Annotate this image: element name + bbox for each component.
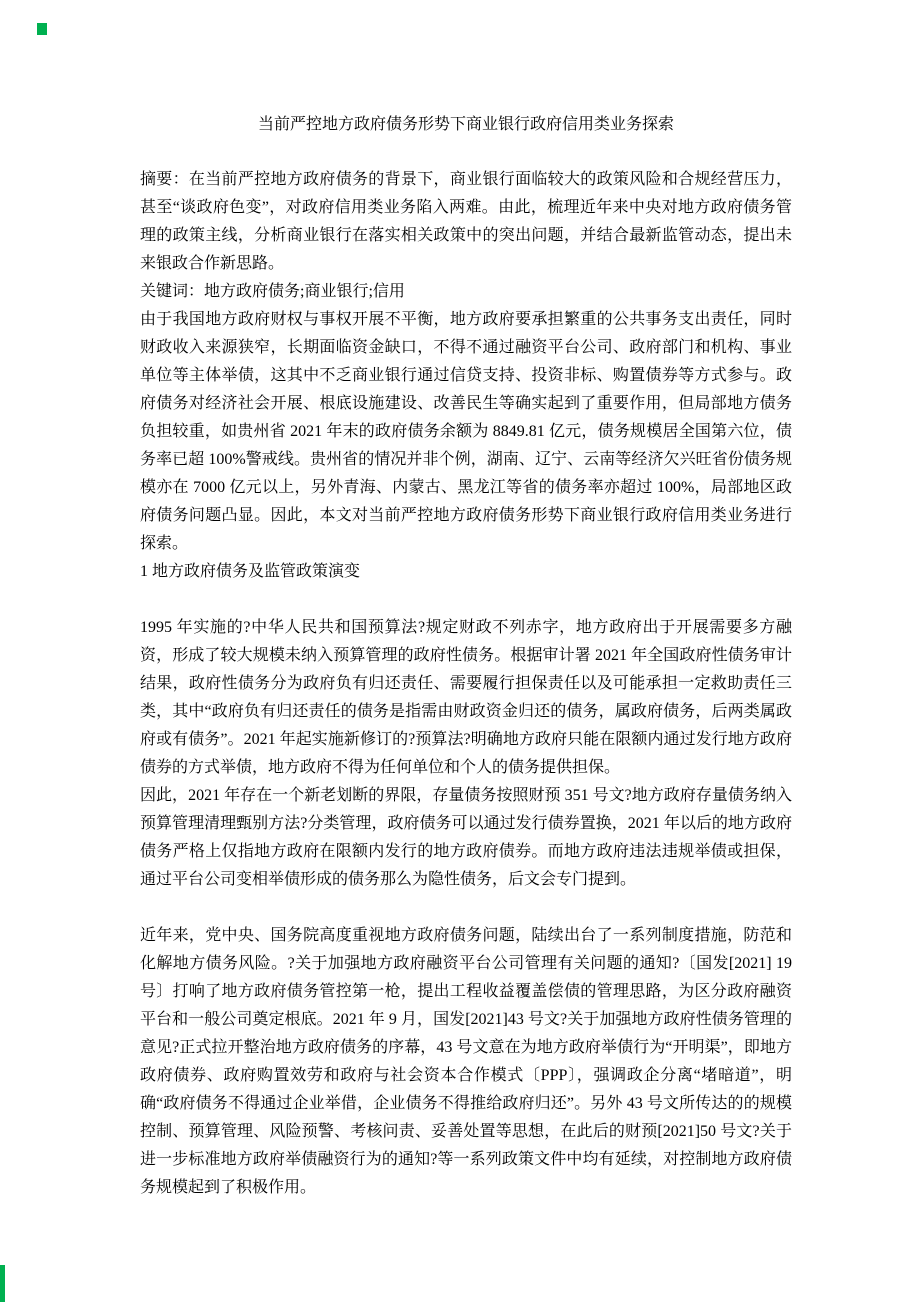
paragraph-abstract: 摘要：在当前严控地方政府债务的背景下，商业银行面临较大的政策风险和合规经营压力，甚至“谈政府色变”，对政府信用类业务陷入两难。由此，梳理近年来中央对地方政府债务管理的政策主线，分析商业银行在落实相关政策中的突出问题，并结合最新监管动态，提出未来银政合作新思路。 xyxy=(140,171,792,272)
paragraph-budget-law-history: 1995 年实施的?中华人民共和国预算法?规定财政不列赤字，地方政府出于开展需要多方融资，形成了较大规模未纳入预算管理的政府性债务。根据审计署 2021 年全国政府性债务审计结果，政府性债务分为政府负有归还责任、需要履行担保责任以及可能承担一定救助责任三类，其中“政府负有归还责任的债务是指需由财政资金归还的债务，属政府债务，后两类属政府或有债务”。2021 年起实施新修订的?预算法?明确地方政府只能在限额内通过发行地方政府债券的方式举债，地方政府不得为任何单位和个人的债务提供担保。 xyxy=(140,619,792,776)
document-title: 当前严控地方政府债务形势下商业银行政府信用类业务探索 xyxy=(257,116,674,133)
section-heading-1: 1 地方政府债务及监管政策演变 xyxy=(140,563,361,580)
green-marker-top-left xyxy=(37,23,47,35)
paragraph-introduction: 由于我国地方政府财权与事权开展不平衡，地方政府要承担繁重的公共事务支出责任，同时财政收入来源狭窄，长期面临资金缺口，不得不通过融资平台公司、政府部门和机构、事业单位等主体举债，这其中不乏商业银行通过信贷支持、投资非标、购置债券等方式参与。政府债务对经济社会开展、根底设施建设、改善民生等确实起到了重要作用，但局部地方债务负担较重，如贵州省 2021 年末的政府债务余额为 8849.81 亿元，债务规模居全国第六位，债务率已超 100%警戒线。贵州省的情况并非个例，湖南、辽宁、云南等经济欠兴旺省份债务规模亦在 7000 亿元以上，另外青海、内蒙古、黑龙江等省的债务率亦超过 100%，局部地区政府债务问题凸显。因此，本文对当前严控地方政府债务形势下商业银行政府信用类业务进行探索。 xyxy=(140,311,792,552)
paragraph-debt-boundary: 因此，2021 年存在一个新老划断的界限，存量债务按照财预 351 号文?地方政府存量债务纳入预算管理清理甄别方法?分类管理，政府债务可以通过发行债券置换，2021 年以后的地方政府债务严格上仅指地方政府在限额内发行的地方政府债券。而地方政府违法违规举债或担保，通过平台公司变相举债形成的债务那么为隐性债务，后文会专门提到。 xyxy=(140,787,792,888)
green-bar-bottom-left xyxy=(0,1265,5,1302)
paragraph-policy-measures: 近年来，党中央、国务院高度重视地方政府债务问题，陆续出台了一系列制度措施，防范和化解地方债务风险。?关于加强地方政府融资平台公司管理有关问题的通知?〔国发[2021] 19 号〕打响了地方政府债务管控第一枪，提出工程收益覆盖偿债的管理思路，为区分政府融资平台和一般公司奠定根底。2021 年 9 月，国发[2021]43 号文?关于加强地方政府性债务管理的意见?正式拉开整治地方政府债务的序幕，43 号文意在为地方政府举债行为“开明渠”，即地方政府债券、政府购置效劳和政府与社会资本合作模式〔PPP〕，强调政企分离“堵暗道”，明确“政府债务不得通过企业举借，企业债务不得推给政府归还”。另外 43 号文所传达的的规模控制、预算管理、风险预警、考核问责、妥善处置等思想，在此后的财预[2021]50 号文?关于进一步标准地方政府举债融资行为的通知?等一系列政策文件中均有延续，对控制地方政府债务规模起到了积极作用。 xyxy=(140,927,792,1196)
paragraph-keywords: 关键词：地方政府债务;商业银行;信用 xyxy=(140,283,405,300)
document-body xyxy=(140,111,792,1202)
